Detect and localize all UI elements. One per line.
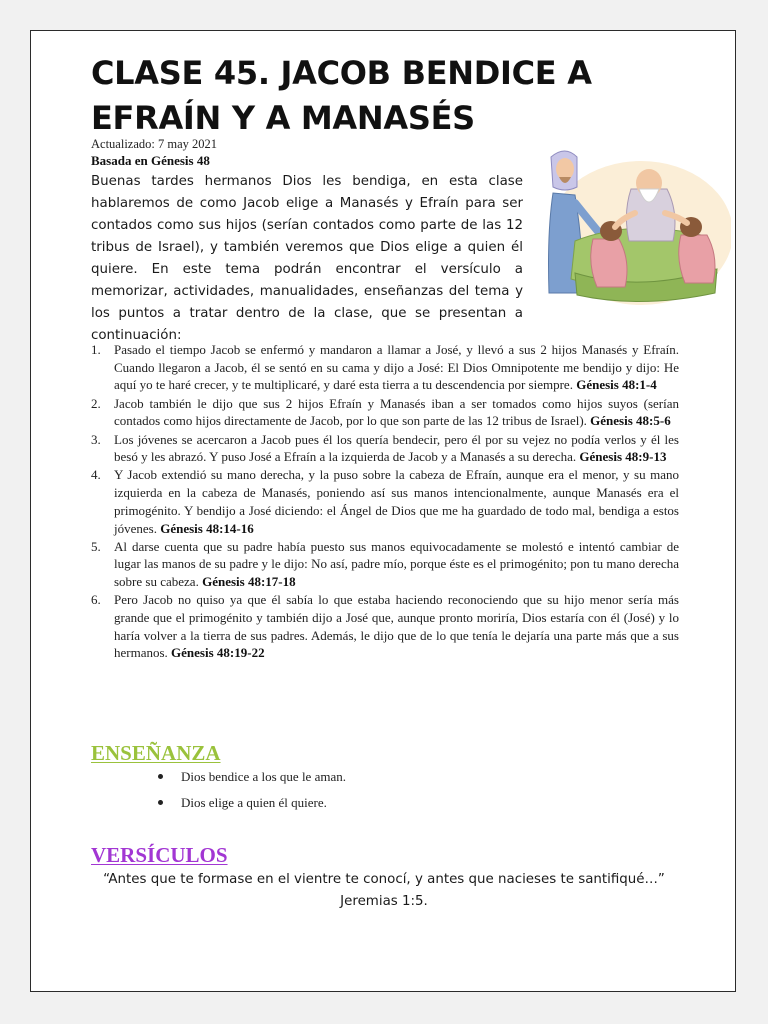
bible-reference: Génesis 48:9-13 [579,449,667,465]
list-item-number: 2. [91,395,101,411]
list-item-text: Pero Jacob no quiso ya que él sabía lo que estaba haciendo reconociendo que su hijo menor sería más grande que el primogénito y también dijo a José que, aunque pronto moriría, Dios estaría con él (José) y lo haría volver a la tierra de sus padres. Además, le dijo que de lo que tenía le dejaría una parte más que a sus hermanos. [114,592,679,661]
bible-reference: Génesis 48:14-16 [160,520,254,536]
bible-reference: Génesis 48:1-4 [576,377,657,393]
list-item-number: 3. [91,431,101,447]
list-item [91,466,679,537]
memory-verse [31,869,737,913]
verse-quote: “Antes que te formase en el vientre te conocí, y antes que nacieses te santifiqué…” [103,872,665,887]
list-item-text: Al darse cuenta que su padre había puesto sus manos equivocadamente se molestó e intentó cambiar de lugar las manos de su padre y le dijo: No así, padre mío, porque éste es el primogénito; pon tu mano derecha sobre su cabeza. [114,538,679,590]
intro-paragraph: Buenas tardes hermanos Dios les bendiga, en esta clase hablaremos de como Jacob elige a Manasés y Efraín para ser contados como sus hijos (serían contados como parte de las 12 tribus de Israel), y también veremos que Dios elige a quien él quiere. En este tema podrán encontrar el versículo a memorizar, actividades, manualidades, enseñanzas del tema y los puntos a tratar dentro de la clase, que se presentan a continuación: [91,174,523,343]
bullet-icon [158,774,163,779]
verses-heading: VERSÍCULOS [91,843,228,867]
bible-reference: Génesis 48:17-18 [202,574,296,590]
list-item-text: Los jóvenes se acercaron a Jacob pues él los quería bendecir, pero él por su vejez no podía verlos y él les besó y les abrazó. Y puso José a Efraín a la izquierda de Jacob y a Manasés a su derecha. [114,431,679,465]
jacob-blessing-illustration [531,123,731,309]
list-item-text: Pasado el tiempo Jacob se enfermó y mandaron a llamar a José, y llevó a sus 2 hijos Manasés y Efraín. Cuando llegaron a Jacob, él se sentó en su cama y dijo a José: El Dios Omnipotente me bendijo y dijo: He aquí yo te haré crecer, y te multiplicaré, y daré esta tierra a tu descendencia por siempre. [114,342,679,393]
list-item [156,768,346,794]
teaching-text: Dios elige a quien él quiere. [181,795,327,810]
list-item-number: 1. [91,342,101,357]
bible-reference: Génesis 48:19-22 [171,645,265,661]
teaching-text: Dios bendice a los que le aman. [181,769,346,784]
based-on-reference: Basada en Génesis 48 [91,153,210,168]
teaching-heading: ENSEÑANZA [91,741,221,765]
list-item-text: Y Jacob extendió su mano derecha, y la puso sobre la cabeza de Efraín, aunque era el menor, y su mano izquierda en la cabeza de Manasés, poniendo así sus manos intencionalmente, aunque Manasés era el primogénito. Y bendijo a José diciendo: el Ángel de Dios que me ha guardado de todo mal, bendiga a estos jóvenes. [114,467,679,536]
updated-date: Actualizado: 7 may 2021 [91,137,218,151]
teaching-list [156,768,346,820]
page-title: CLASE 45. JACOB BENDICE A EFRAÍN Y A MANASÉS [91,54,592,137]
list-item-number: 6. [91,592,101,608]
list-item-number: 4. [91,467,101,483]
document-page [30,30,736,992]
list-item [91,538,679,591]
list-item [91,341,679,394]
list-item [156,794,346,820]
bible-reference: Génesis 48:5-6 [590,413,671,429]
bullet-icon [158,800,163,805]
list-item [91,431,679,466]
list-item [91,591,679,662]
lesson-points-list [91,341,679,663]
list-item [91,395,679,430]
list-item-number: 5. [91,538,101,554]
verse-reference: Jeremias 1:5. [340,894,428,909]
list-item-text: Jacob también le dijo que sus 2 hijos Efraín y Manasés iban a ser tomados como hijos suyos (serían contados como hijos directamente de Jacob, por lo que son parte de las 12 tribus de Israel). [114,395,679,429]
